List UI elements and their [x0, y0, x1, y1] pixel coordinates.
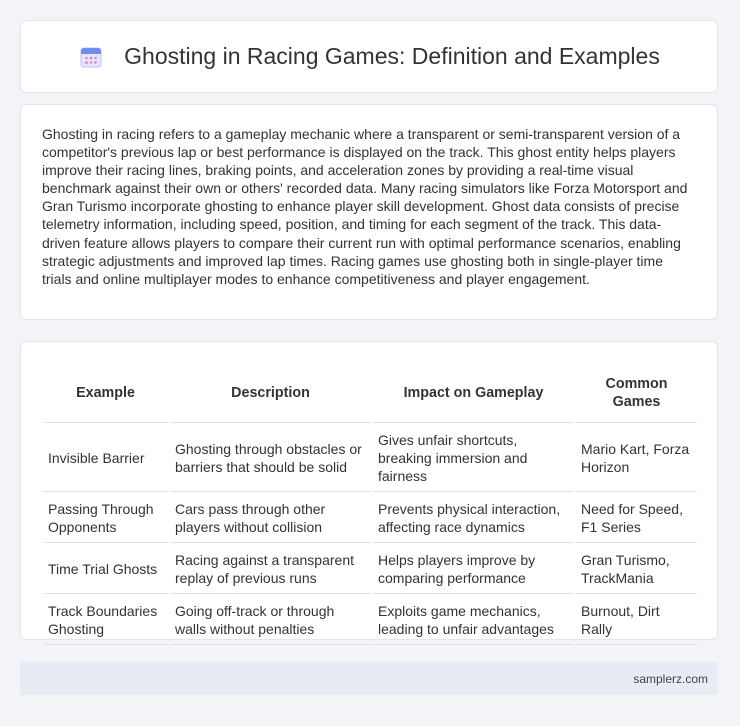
table-row: [43, 425, 697, 492]
cell-impact: Helps players improve by comparing performance: [373, 545, 574, 594]
footer: [20, 662, 718, 695]
header-example: Example: [43, 364, 168, 423]
cell-description: Racing against a transparent replay of previous runs: [170, 545, 371, 594]
cell-games: Burnout, Dirt Rally: [576, 596, 697, 645]
cell-description: Ghosting through obstacles or barriers that should be solid: [170, 425, 371, 492]
table-row: [43, 494, 697, 543]
cell-example: Passing Through Opponents: [43, 494, 168, 543]
cell-games: Mario Kart, Forza Horizon: [576, 425, 697, 492]
cell-impact: Gives unfair shortcuts, breaking immersion and fairness: [373, 425, 574, 492]
examples-table: [41, 362, 699, 647]
cell-impact: Prevents physical interaction, affecting race dynamics: [373, 494, 574, 543]
cell-description: Cars pass through other players without collision: [170, 494, 371, 543]
header-description: Description: [170, 364, 371, 423]
description-text: Ghosting in racing refers to a gameplay mechanic where a transparent or semi-transparent version of a competitor's previous lap or best performance is displayed on the track. This ghost entity helps players improve their racing lines, braking points, and acceleration zones by providing a real-time visual benchmark against their own or others' recorded data. Many racing simulators like Forza Motorsport and Gran Turismo incorporate ghosting to enhance player skill development. Ghost data consists of precise telemetry information, including speed, position, and timing for each segment of the track. This data-driven feature allows players to compare their current run with optimal performance scenarios, enabling strategic adjustments and improved lap times. Racing games use ghosting both in single-player time trials and online multiplayer modes to enhance competitiveness and player engagement.: [42, 126, 688, 287]
description-card: [20, 104, 718, 320]
table-card: [20, 341, 718, 640]
page-title: [78, 43, 660, 70]
table-header-row: [43, 364, 697, 423]
cell-impact: Exploits game mechanics, leading to unfair advantages: [373, 596, 574, 645]
title-card: [20, 20, 718, 93]
header-common-games: Common Games: [576, 364, 697, 423]
footer-link[interactable]: samplerz.com: [633, 671, 708, 686]
cell-example: Track Boundaries Ghosting: [43, 596, 168, 645]
calendar-icon: [78, 44, 104, 70]
cell-games: Need for Speed, F1 Series: [576, 494, 697, 543]
page-title-text: Ghosting in Racing Games: Definition and Examples: [124, 43, 660, 69]
cell-description: Going off-track or through walls without penalties: [170, 596, 371, 645]
table-row: [43, 596, 697, 645]
table-row: [43, 545, 697, 594]
header-impact: Impact on Gameplay: [373, 364, 574, 423]
cell-games: Gran Turismo, TrackMania: [576, 545, 697, 594]
cell-example: Invisible Barrier: [43, 425, 168, 492]
cell-example: Time Trial Ghosts: [43, 545, 168, 594]
